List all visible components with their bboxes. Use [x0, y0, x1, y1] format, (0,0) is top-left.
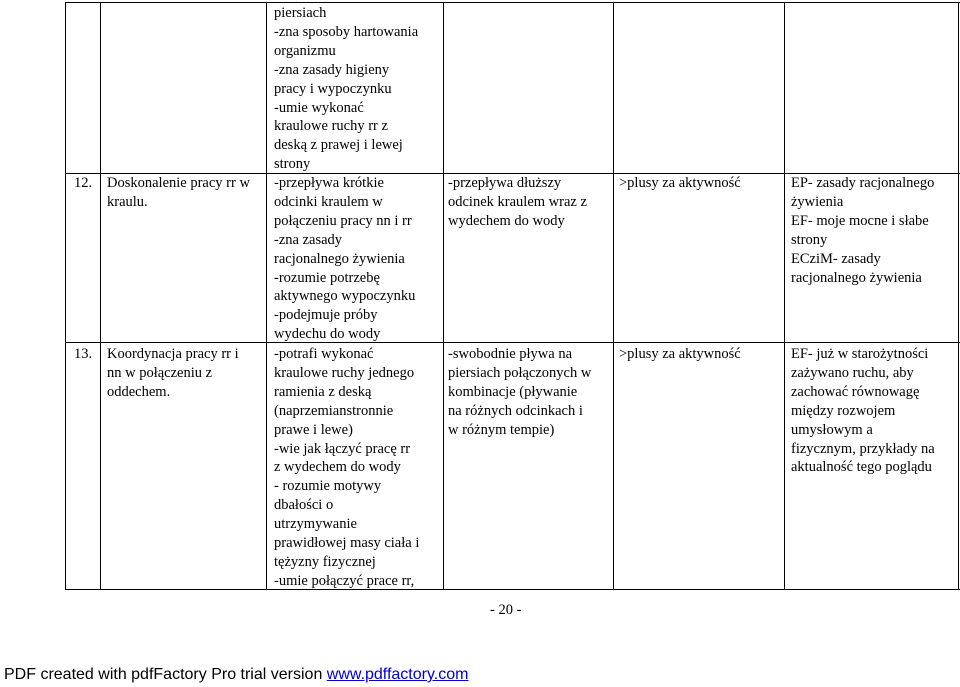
extended-requirements: -przepływa dłuższy odcinek kraulem wraz z wydechem do wody	[448, 175, 587, 229]
cross-curricular-notes: EP- zasady racjonalnego żywienia EF- moje mocne i słabe strony ECziM- zasady racjonalnego żywienia	[791, 175, 935, 286]
basic-requirements: -przepływa krótkie odcinki kraulem w połączeniu pracy nn i rr -zna zasady racjonalnego żywienia -rozumie potrzebę aktywnego wypoczynku -podejmuje próby wydechu do wody	[274, 175, 416, 343]
grading-method: >plusy za aktywność	[619, 346, 741, 362]
lesson-topic: Doskonalenie pracy rr w kraulu.	[107, 175, 250, 210]
row-number: 12.	[74, 175, 93, 191]
pdf-creator-footer	[4, 666, 468, 684]
extended-requirements: -swobodnie pływa na piersiach połączonych w kombinacje (pływanie na różnych odcinkach i w różnym tempie)	[448, 346, 592, 438]
grading-method: >plusy za aktywność	[619, 175, 741, 191]
page-number: - 20 -	[490, 602, 522, 618]
pdffactory-link[interactable]: www.pdffactory.com	[326, 666, 469, 683]
continued-basic-requirements: piersiach -zna sposoby hartowania organizmu -zna zasady higieny pracy i wypoczynku -umie wykonać kraulowe ruchy rr z deską z prawej i lewej strony	[274, 5, 419, 173]
lesson-topic: Koordynacja pracy rr i nn w połączeniu z oddechem.	[107, 346, 239, 400]
row-number: 13.	[74, 346, 93, 362]
pdf-footer-text: PDF created with pdfFactory Pro trial version	[4, 666, 327, 683]
basic-requirements: -potrafi wykonać kraulowe ruchy jednego ramienia z deską (naprzemianstronnie prawe i lewe) -wie jak łączyć pracę rr z wydechem do wody - rozumie motywy dbałości o utrzymywanie prawidłowej masy ciała i tężyzny fizycznej -umie połączyć prace rr,	[274, 346, 420, 589]
cross-curricular-notes: EF- już w starożytności zażywano ruchu, aby zachować równowagę między rozwojem umysłowym a fizycznym, przykłady na aktualność tego poglądu	[791, 346, 935, 476]
